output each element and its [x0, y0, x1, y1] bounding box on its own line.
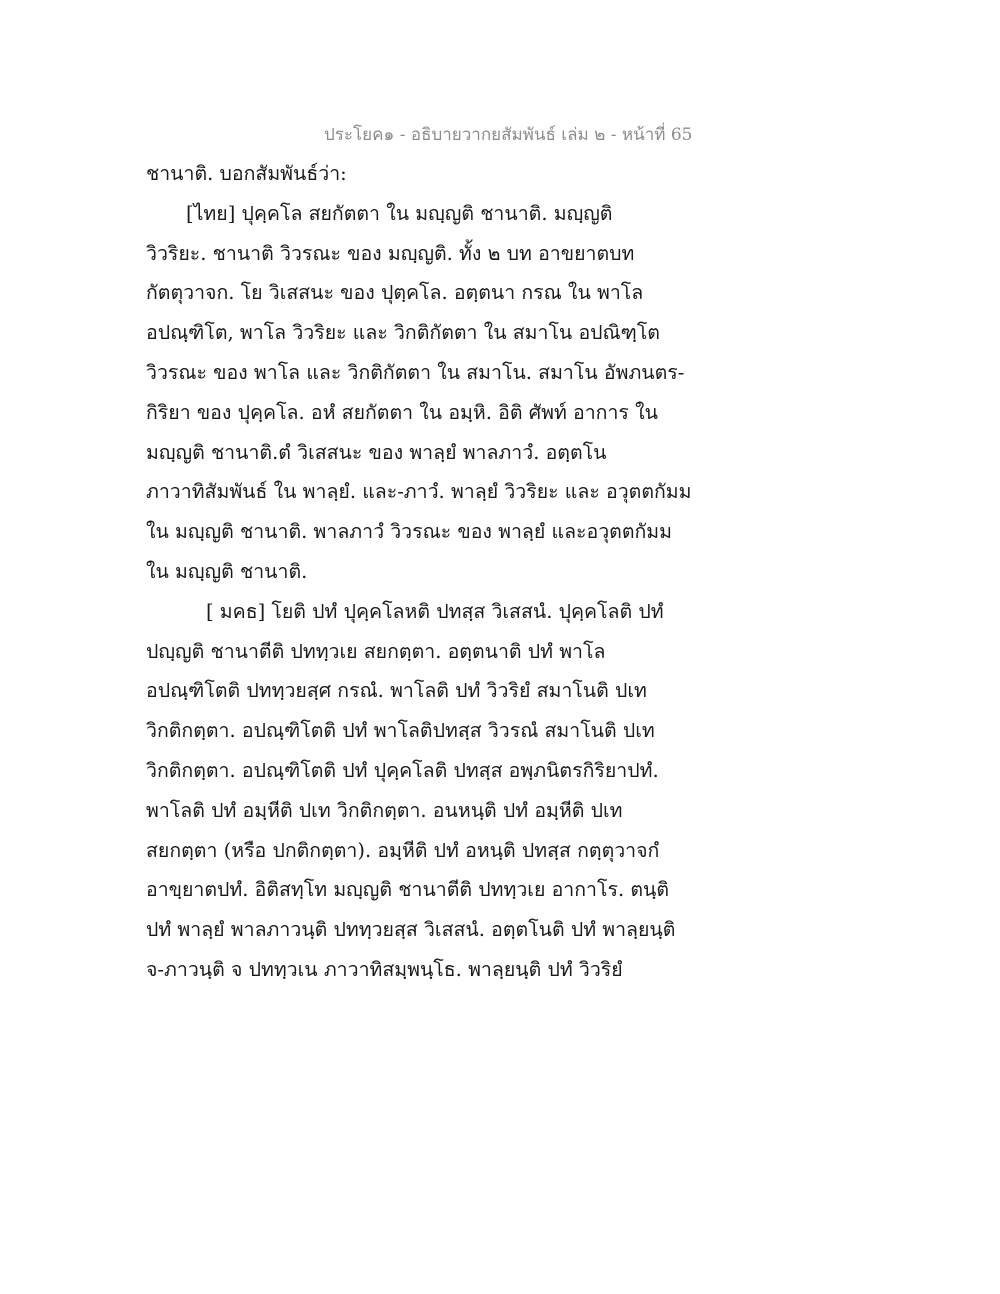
text-line: ภาวาทิสัมพันธ์ ใน พาลฺยํ. และ-ภาวํ. พาลฺยํ วิวริยะ และ อวุตตกัมม [146, 480, 692, 504]
text-line: อาขฺยาตปทํ. อิติสทฺโท มญฺญติ ชานาตีติ ปททฺวเย อากาโร. ตนฺติ [146, 878, 669, 902]
text-line: อปณฺฑิโต, พาโล วิวริยะ และ วิกติกัตตา ใน สมาโน อปณิฑฺโต [146, 321, 660, 345]
text-line: กัตตุวาจก. โย วิเสสนะ ของ ปุตฺคโล. อตฺตนา กรณ ใน พาโล [146, 281, 644, 305]
text-line: จ-ภาวนฺติ จ ปททฺวเน ภาวาทิสมฺพนฺโธ. พาลฺยนฺติ ปทํ วิวริยํ [146, 957, 623, 981]
text-line: สยกตฺตา (หรือ ปกติกตฺตา). อมฺหีติ ปทํ อหนฺติ ปทสฺส กตฺตุวาจกํ [146, 838, 660, 862]
body-text [146, 154, 706, 990]
text-line: พาโลติ ปทํ อมฺหีติ ปเท วิกติกตฺตา. อนหนฺติ ปทํ อมฺหีติ ปเท [146, 798, 623, 822]
text-line: ปทํ พาลฺยํ พาลภาวนฺติ ปททฺวยสฺส วิเสสนํ. อตฺตโนติ ปทํ พาลฺยนฺติ [146, 918, 676, 942]
text-line: วิกติกตฺตา. อปณฺฑิโตติ ปทํ พาโลติปทสฺส วิวรณํ สมาโนติ ปเท [146, 719, 655, 743]
text-line: วิวรณะ ของ พาโล และ วิกติกัตตา ใน สมาโน. สมาโน อัพภนตร- [146, 360, 685, 384]
text-line: กิริยา ของ ปุคฺคโล. อหํ สยกัตตา ใน อมฺหิ. อิติ ศัพท์ อาการ ใน [146, 400, 658, 424]
page-header: ประโยค๑ - อธิบายวากยสัมพันธ์ เล่ม ๒ - หน้าที่ 65 [324, 125, 693, 145]
text-line: [ มคธ] โยติ ปทํ ปุคฺคโลหติ ปทสฺส วิเสสนํ. ปุคฺคโลติ ปทํ [206, 599, 664, 623]
text-line: อปณฺฑิโตติ ปททฺวยสฺศ กรณํ. พาโลติ ปทํ วิวริยํ สมาโนติ ปเท [146, 679, 647, 703]
text-line: มญฺญติ ชานาติ.ตํ วิเสสนะ ของ พาลฺยํ พาลภาวํ. อตฺตโน [146, 440, 607, 464]
text-line: [ไทย] ปุคฺคโล สยกัตตา ใน มญฺญติ ชานาติ. มญฺญติ [186, 201, 613, 225]
text-line: วิกติกตฺตา. อปณฺฑิโตติ ปทํ ปุคฺคโลติ ปทสฺส อพฺภนิตรกิริยาปทํ. [146, 758, 659, 782]
text-line: ชานาติ. บอกสัมพันธ์ว่า: [146, 162, 347, 185]
text-line: วิวริยะ. ชานาติ วิวรณะ ของ มญฺญติ. ทั้ง ๒ บท อาขยาตบท [146, 241, 635, 265]
text-line: ใน มญฺญติ ชานาติ. [146, 559, 308, 583]
text-line: ใน มญฺญติ ชานาติ. พาลภาวํ วิวรณะ ของ พาลฺยํ และอวุตตกัมม [146, 520, 672, 544]
text-line: ปญฺญติ ชานาตีติ ปททฺวเย สยกตฺตา. อตฺตนาติ ปทํ พาโล [146, 639, 606, 663]
